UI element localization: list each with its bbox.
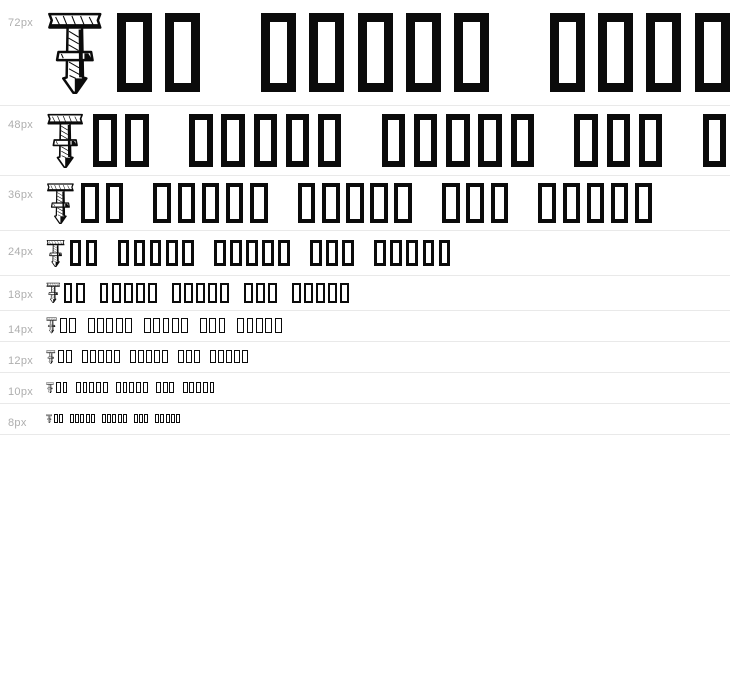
notdef-box	[156, 382, 161, 393]
notdef-box	[97, 318, 104, 333]
notdef-box	[66, 350, 72, 363]
notdef-box	[406, 240, 418, 266]
word-space	[671, 140, 694, 141]
notdef-box	[439, 240, 451, 266]
notdef-box	[124, 283, 133, 303]
notdef-box	[316, 283, 325, 303]
word-space	[228, 325, 235, 326]
size-row	[0, 373, 730, 404]
notdef-box	[194, 350, 200, 363]
word-space	[160, 292, 169, 293]
word-space	[502, 52, 536, 53]
word-space	[176, 387, 181, 388]
notdef-box	[563, 183, 580, 223]
size-label: 36px	[8, 188, 34, 201]
notdef-box	[208, 283, 217, 303]
notdef-box	[181, 318, 188, 333]
notdef-box	[136, 283, 145, 303]
size-label-column	[0, 10, 46, 95]
ornate-t-glyph	[46, 112, 84, 169]
notdef-box	[88, 318, 95, 333]
notdef-box	[89, 382, 94, 393]
notdef-box	[153, 183, 170, 223]
size-row	[0, 342, 730, 373]
notdef-box	[93, 114, 116, 167]
notdef-box	[102, 414, 106, 423]
size-label-column	[0, 282, 46, 303]
notdef-box	[414, 114, 437, 167]
word-space	[198, 253, 209, 254]
notdef-box	[262, 240, 274, 266]
ornate-t-glyph	[46, 382, 54, 394]
word-space	[350, 140, 373, 141]
notdef-box	[112, 414, 116, 423]
notdef-box	[587, 183, 604, 223]
word-space	[515, 202, 532, 203]
word-space	[109, 387, 114, 388]
notdef-box	[139, 414, 143, 423]
size-label: 48px	[8, 118, 34, 131]
notdef-box	[82, 350, 88, 363]
notdef-box	[56, 382, 61, 393]
notdef-box	[116, 382, 121, 393]
word-space	[170, 356, 176, 357]
notdef-box	[171, 414, 175, 423]
notdef-box	[136, 382, 141, 393]
sample-text	[46, 350, 730, 364]
notdef-box	[200, 318, 207, 333]
notdef-box	[538, 183, 555, 223]
size-label: 18px	[8, 289, 34, 302]
notdef-box	[358, 13, 393, 92]
notdef-box	[326, 240, 338, 266]
notdef-box	[275, 318, 282, 333]
notdef-box	[406, 13, 441, 92]
notdef-box	[138, 350, 144, 363]
notdef-box	[166, 414, 170, 423]
notdef-box	[114, 350, 120, 363]
notdef-box	[611, 183, 628, 223]
size-row	[0, 106, 730, 176]
notdef-box	[196, 283, 205, 303]
word-space	[158, 140, 181, 141]
notdef-box	[234, 350, 240, 363]
notdef-box	[268, 283, 277, 303]
notdef-box	[106, 183, 123, 223]
size-row	[0, 231, 730, 276]
notdef-box	[304, 283, 313, 303]
notdef-box	[83, 382, 88, 393]
size-row	[0, 276, 730, 310]
notdef-box	[59, 414, 63, 423]
notdef-box	[148, 283, 157, 303]
notdef-box	[172, 318, 179, 333]
sample-text	[46, 382, 730, 394]
notdef-box	[310, 240, 322, 266]
word-space	[128, 418, 132, 419]
notdef-box	[703, 114, 726, 167]
notdef-box	[184, 283, 193, 303]
sample-text	[46, 282, 730, 303]
size-label: 72px	[8, 17, 34, 29]
notdef-box	[550, 13, 585, 92]
notdef-box	[60, 318, 67, 333]
notdef-box	[210, 350, 216, 363]
word-space	[135, 325, 142, 326]
notdef-box	[256, 318, 263, 333]
sample-text	[46, 239, 730, 267]
sample-text	[46, 112, 730, 169]
word-space	[280, 292, 289, 293]
notdef-box	[129, 382, 134, 393]
notdef-box	[96, 382, 101, 393]
notdef-box	[646, 13, 681, 92]
size-label-column	[0, 410, 46, 428]
word-space	[69, 387, 74, 388]
size-label: 10px	[8, 385, 34, 398]
notdef-box	[64, 283, 73, 303]
notdef-box	[342, 240, 354, 266]
notdef-box	[153, 318, 160, 333]
notdef-box	[166, 240, 178, 266]
notdef-box	[237, 318, 244, 333]
notdef-box	[230, 240, 242, 266]
notdef-box	[639, 114, 662, 167]
word-space	[122, 356, 128, 357]
notdef-box	[54, 414, 58, 423]
size-row	[0, 311, 730, 342]
notdef-box	[423, 240, 435, 266]
notdef-box	[242, 350, 248, 363]
word-space	[102, 253, 113, 254]
notdef-box	[598, 13, 633, 92]
notdef-box	[346, 183, 363, 223]
ornate-t-glyph	[46, 10, 104, 95]
notdef-box	[226, 183, 243, 223]
notdef-box	[390, 240, 402, 266]
notdef-box	[100, 283, 109, 303]
notdef-box	[123, 382, 128, 393]
notdef-box	[86, 240, 98, 266]
notdef-box	[123, 414, 127, 423]
word-space	[150, 418, 154, 419]
notdef-box	[246, 240, 258, 266]
notdef-box	[265, 318, 272, 333]
sample-text	[46, 10, 730, 95]
word-space	[419, 202, 436, 203]
size-row	[0, 176, 730, 231]
notdef-box	[182, 240, 194, 266]
notdef-box	[254, 114, 277, 167]
notdef-box	[150, 240, 162, 266]
size-label-column	[0, 317, 46, 335]
notdef-box	[118, 414, 122, 423]
notdef-box	[118, 240, 130, 266]
notdef-box	[146, 350, 152, 363]
word-space	[358, 253, 369, 254]
size-label: 12px	[8, 354, 34, 367]
notdef-box	[144, 414, 148, 423]
notdef-box	[328, 283, 337, 303]
notdef-box	[134, 240, 146, 266]
notdef-box	[209, 318, 216, 333]
notdef-box	[370, 183, 387, 223]
notdef-box	[112, 283, 121, 303]
word-space	[274, 202, 291, 203]
notdef-box	[80, 414, 84, 423]
word-space	[130, 202, 147, 203]
notdef-box	[98, 350, 104, 363]
notdef-box	[162, 350, 168, 363]
size-label-column	[0, 182, 46, 224]
notdef-box	[155, 414, 159, 423]
ornate-t-glyph	[46, 414, 52, 423]
notdef-box	[76, 382, 81, 393]
notdef-box	[226, 350, 232, 363]
notdef-box	[220, 283, 229, 303]
notdef-box	[695, 13, 730, 92]
word-space	[79, 325, 86, 326]
notdef-box	[134, 414, 138, 423]
sample-text	[46, 317, 730, 334]
notdef-box	[143, 382, 148, 393]
notdef-box	[103, 382, 108, 393]
notdef-box	[298, 183, 315, 223]
notdef-box	[309, 13, 344, 92]
notdef-box	[163, 318, 170, 333]
notdef-box	[76, 283, 85, 303]
notdef-box	[90, 350, 96, 363]
notdef-box	[125, 318, 132, 333]
size-row	[0, 0, 730, 106]
word-space	[74, 356, 80, 357]
notdef-box	[189, 382, 194, 393]
notdef-box	[454, 13, 489, 92]
word-space	[191, 325, 198, 326]
notdef-box	[154, 350, 160, 363]
notdef-box	[340, 283, 349, 303]
notdef-box	[169, 382, 174, 393]
notdef-box	[186, 350, 192, 363]
notdef-box	[250, 183, 267, 223]
notdef-box	[183, 382, 188, 393]
notdef-box	[107, 414, 111, 423]
notdef-box	[286, 114, 309, 167]
notdef-box	[86, 414, 90, 423]
word-space	[543, 140, 566, 141]
word-space	[65, 418, 69, 419]
word-space	[232, 292, 241, 293]
size-label: 14px	[8, 323, 34, 336]
sample-text	[46, 414, 730, 423]
notdef-box	[256, 283, 265, 303]
notdef-box	[374, 240, 386, 266]
notdef-box	[292, 283, 301, 303]
notdef-box	[69, 318, 76, 333]
notdef-box	[202, 183, 219, 223]
size-label-column	[0, 348, 46, 366]
notdef-box	[247, 318, 254, 333]
notdef-box	[70, 240, 82, 266]
size-label-column	[0, 239, 46, 267]
notdef-box	[214, 240, 226, 266]
sample-text	[46, 182, 730, 224]
word-space	[202, 356, 208, 357]
notdef-box	[178, 183, 195, 223]
notdef-box	[81, 183, 98, 223]
notdef-box	[511, 114, 534, 167]
notdef-box	[144, 318, 151, 333]
notdef-box	[165, 13, 200, 92]
notdef-box	[125, 114, 148, 167]
notdef-box	[178, 350, 184, 363]
notdef-box	[116, 318, 123, 333]
notdef-box	[318, 114, 341, 167]
notdef-box	[70, 414, 74, 423]
word-space	[88, 292, 97, 293]
notdef-box	[130, 350, 136, 363]
notdef-box	[394, 183, 411, 223]
notdef-box	[163, 382, 168, 393]
notdef-box	[172, 283, 181, 303]
notdef-box	[466, 183, 483, 223]
notdef-box	[91, 414, 95, 423]
notdef-box	[189, 114, 212, 167]
notdef-box	[244, 283, 253, 303]
word-space	[214, 52, 248, 53]
notdef-box	[63, 382, 68, 393]
size-label-column	[0, 112, 46, 169]
ornate-t-glyph	[46, 282, 60, 303]
word-space	[294, 253, 305, 254]
notdef-box	[635, 183, 652, 223]
notdef-box	[446, 114, 469, 167]
word-space	[149, 387, 154, 388]
notdef-box	[176, 414, 180, 423]
notdef-box	[106, 350, 112, 363]
notdef-box	[160, 414, 164, 423]
notdef-box	[117, 13, 152, 92]
notdef-box	[322, 183, 339, 223]
notdef-box	[218, 350, 224, 363]
ornate-t-glyph	[46, 182, 75, 224]
size-label: 24px	[8, 246, 34, 259]
notdef-box	[75, 414, 79, 423]
notdef-box	[491, 183, 508, 223]
notdef-box	[58, 350, 64, 363]
ornate-t-glyph	[46, 239, 65, 267]
notdef-box	[221, 114, 244, 167]
notdef-box	[106, 318, 113, 333]
size-row	[0, 404, 730, 435]
ornate-t-glyph	[46, 317, 57, 334]
notdef-box	[607, 114, 630, 167]
notdef-box	[574, 114, 597, 167]
word-space	[97, 418, 101, 419]
notdef-box	[203, 382, 208, 393]
notdef-box	[442, 183, 459, 223]
notdef-box	[278, 240, 290, 266]
notdef-box	[382, 114, 405, 167]
size-label: 8px	[8, 416, 27, 429]
notdef-box	[219, 318, 226, 333]
notdef-box	[210, 382, 215, 393]
ornate-t-glyph	[46, 350, 56, 364]
notdef-box	[261, 13, 296, 92]
notdef-box	[478, 114, 501, 167]
notdef-box	[196, 382, 201, 393]
size-label-column	[0, 379, 46, 397]
